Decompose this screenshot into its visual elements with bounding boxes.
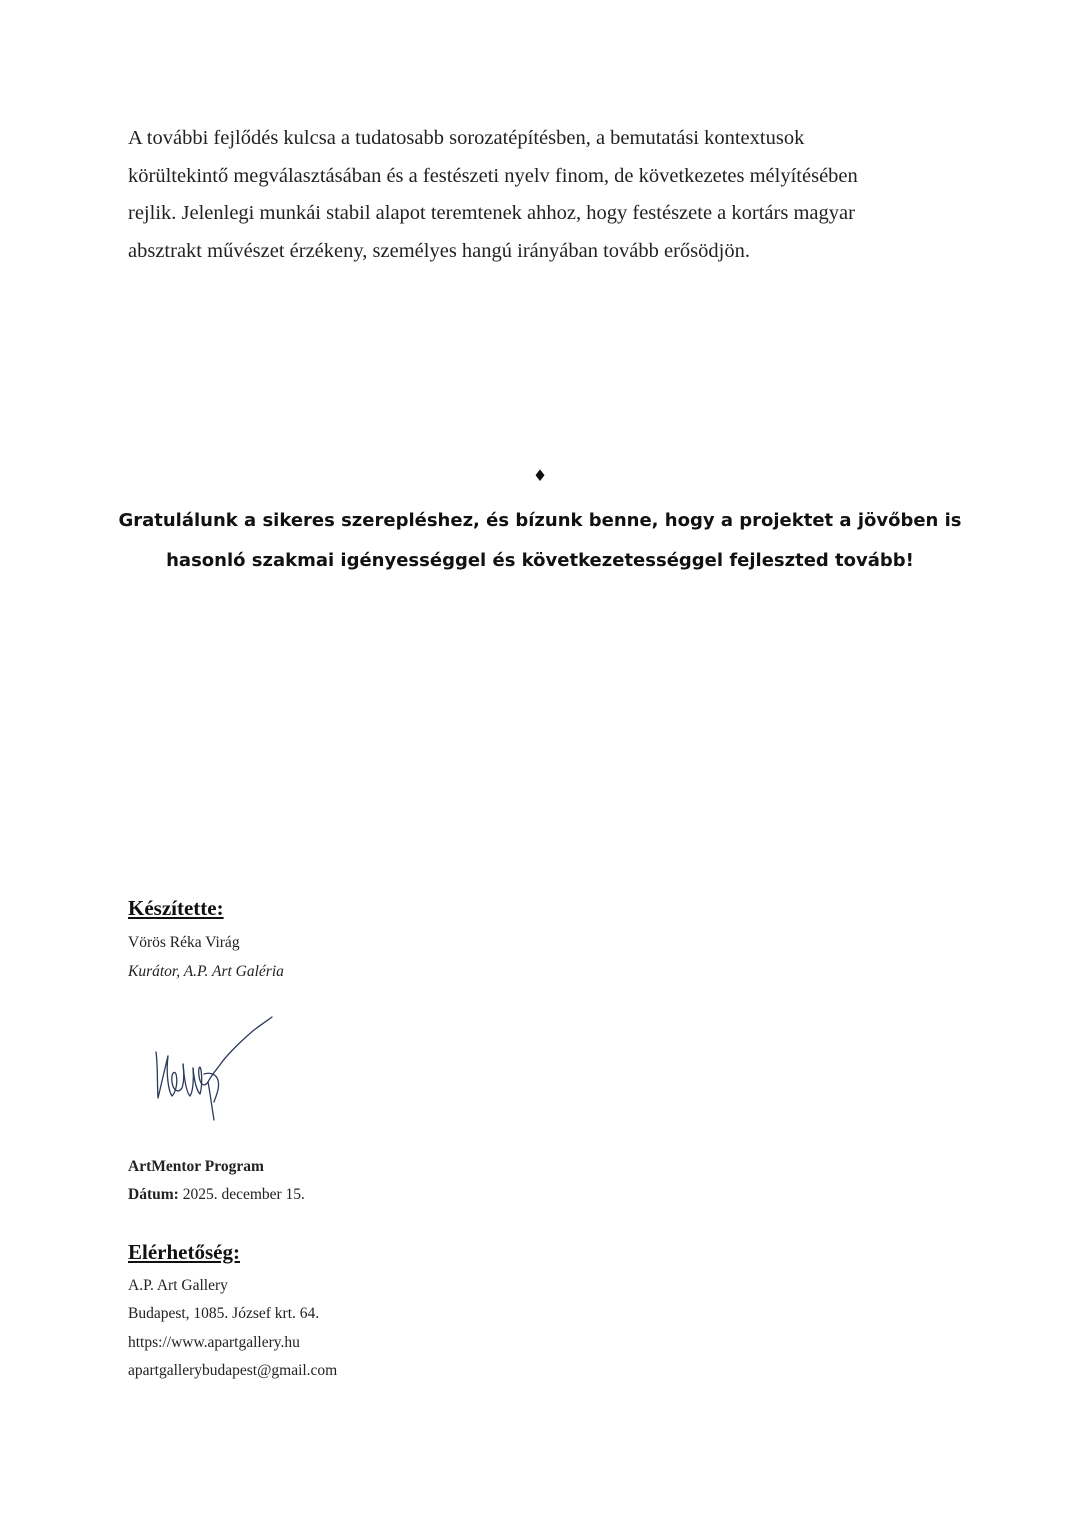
body-line: körültekintő megválasztásában és a festészeti nyelv finom, de következetes mélyítésében: [128, 164, 858, 187]
contact-website-link[interactable]: https://www.apartgallery.hu: [128, 1334, 300, 1351]
body-line: absztrakt művészet érzékeny, személyes hangú irányában tovább erősödjön.: [128, 239, 750, 262]
body-paragraph: [128, 120, 958, 270]
body-line: rejlik. Jelenlegi munkái stabil alapot teremtenek ahhoz, hogy festészete a kortárs magyar: [128, 202, 855, 224]
author-role: Kurátor, A.P. Art Galéria: [128, 963, 284, 980]
author-name: Vörös Réka Virág: [128, 934, 240, 951]
date-value: 2025. december 15.: [178, 1186, 305, 1203]
handwritten-signature: [138, 1012, 298, 1128]
date-line: [128, 1186, 305, 1204]
congrats-line: hasonló szakmai igényességgel és következetességgel fejleszted tovább!: [166, 550, 914, 571]
contact-heading: Elérhetőség:: [128, 1240, 240, 1264]
congratulations-message: [0, 501, 1080, 581]
body-line: A további fejlődés kulcsa a tudatosabb sorozatépítésben, a bemutatási kontextusok: [128, 127, 805, 149]
prepared-by-heading: Készítette:: [128, 896, 224, 920]
contact-email-link[interactable]: apartgallerybudapest@gmail.com: [128, 1362, 338, 1379]
contact-address: Budapest, 1085. József krt. 64.: [128, 1305, 320, 1322]
date-label: Dátum:: [128, 1186, 179, 1203]
program-name: ArtMentor Program: [128, 1158, 264, 1175]
congrats-line: Gratulálunk a sikeres szerepléshez, és bízunk benne, hogy a projektet a jövőben is: [118, 510, 962, 531]
contact-organization: A.P. Art Gallery: [128, 1277, 228, 1294]
diamond-divider-icon: ♦: [532, 466, 548, 485]
